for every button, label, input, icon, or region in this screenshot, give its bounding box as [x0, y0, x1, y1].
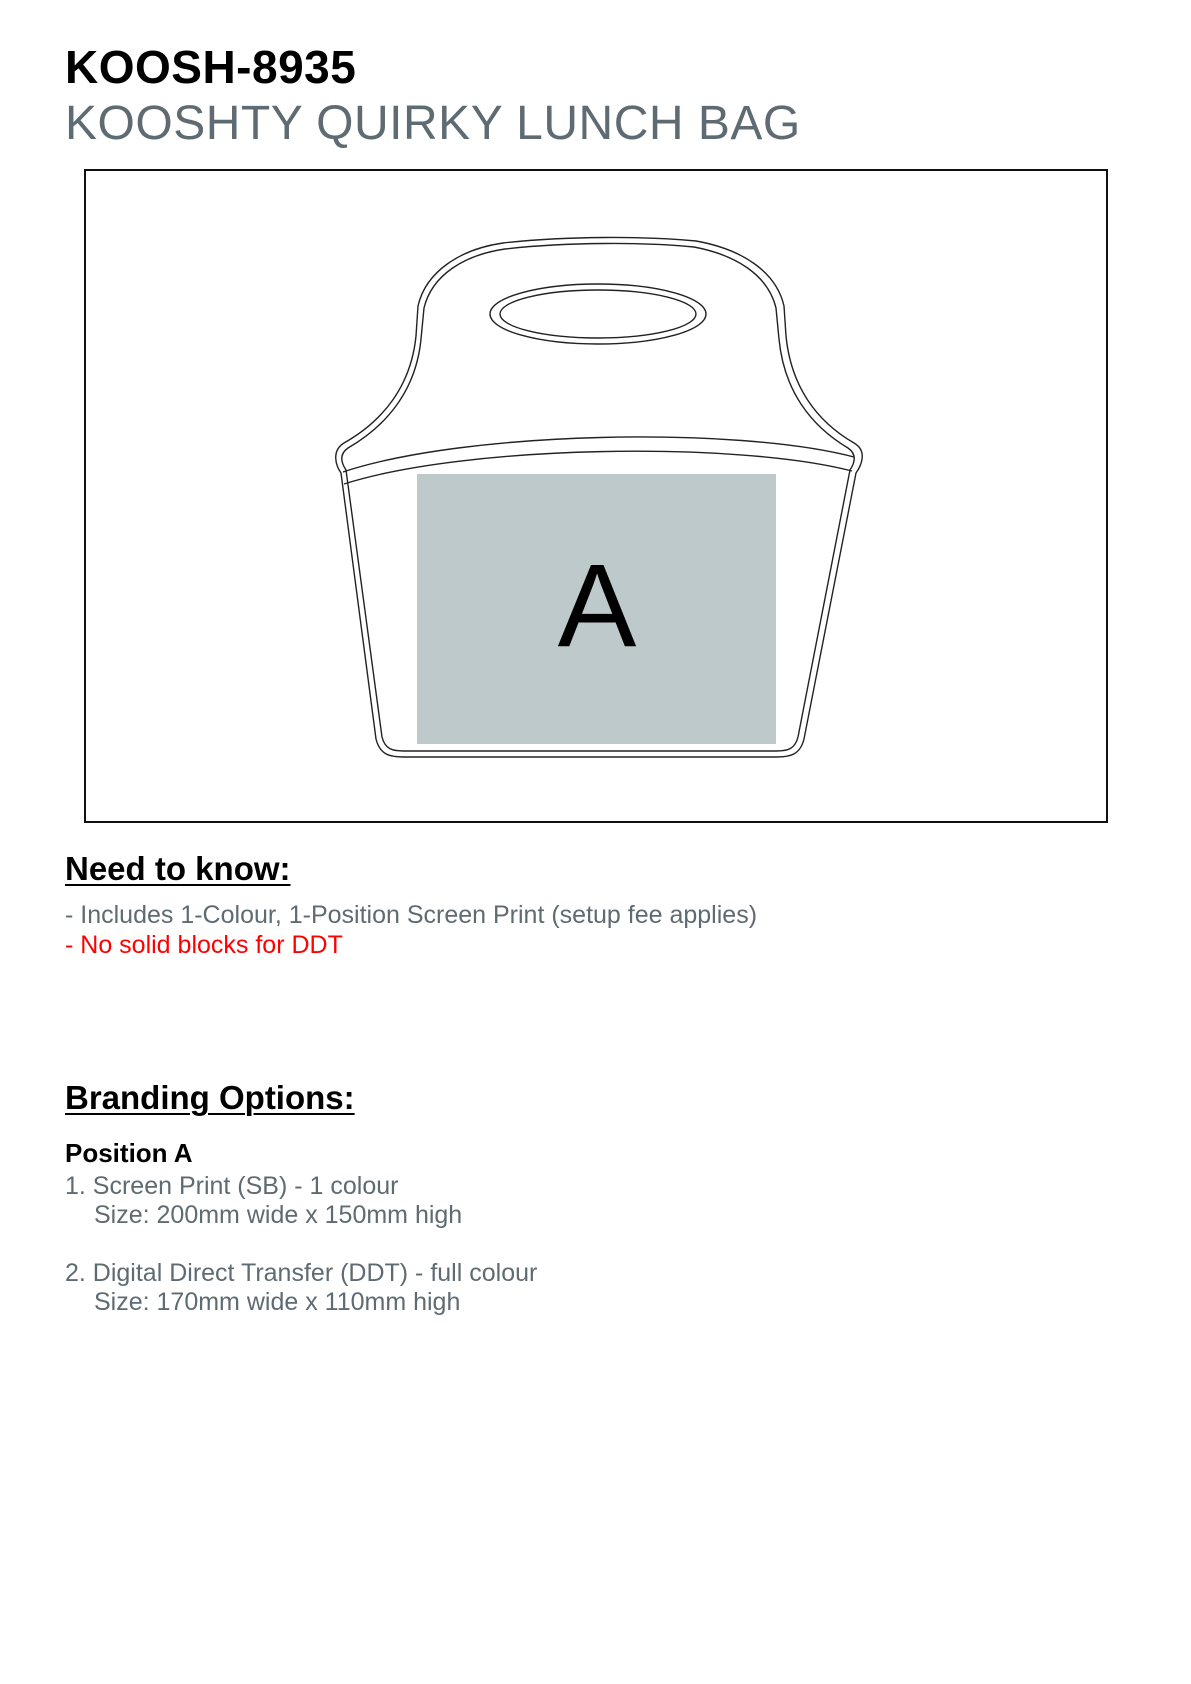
position-title: Position A — [65, 1138, 193, 1168]
branding-option-title: 2. Digital Direct Transfer (DDT) - full colour — [65, 1259, 538, 1287]
product-drawing-frame — [84, 169, 1108, 823]
product-code: KOOSH-8935 — [65, 41, 357, 93]
branding-options-heading: Branding Options: — [65, 1079, 355, 1116]
handle-hole-outer — [490, 284, 706, 344]
need-to-know-warning: - No solid blocks for DDT — [65, 931, 343, 959]
branding-option-size: Size: 170mm wide x 110mm high — [94, 1288, 461, 1316]
need-to-know-item: - Includes 1-Colour, 1-Position Screen Print (setup fee applies) — [65, 901, 758, 929]
print-area-label: A — [557, 540, 637, 672]
product-name: KOOSHTY QUIRKY LUNCH BAG — [65, 97, 801, 150]
lunch-bag-drawing — [86, 171, 1110, 825]
handle-hole-inner — [500, 290, 696, 338]
branding-option-size: Size: 200mm wide x 150mm high — [94, 1201, 463, 1229]
need-to-know-heading: Need to know: — [65, 850, 291, 887]
branding-option-title: 1. Screen Print (SB) - 1 colour — [65, 1172, 399, 1200]
